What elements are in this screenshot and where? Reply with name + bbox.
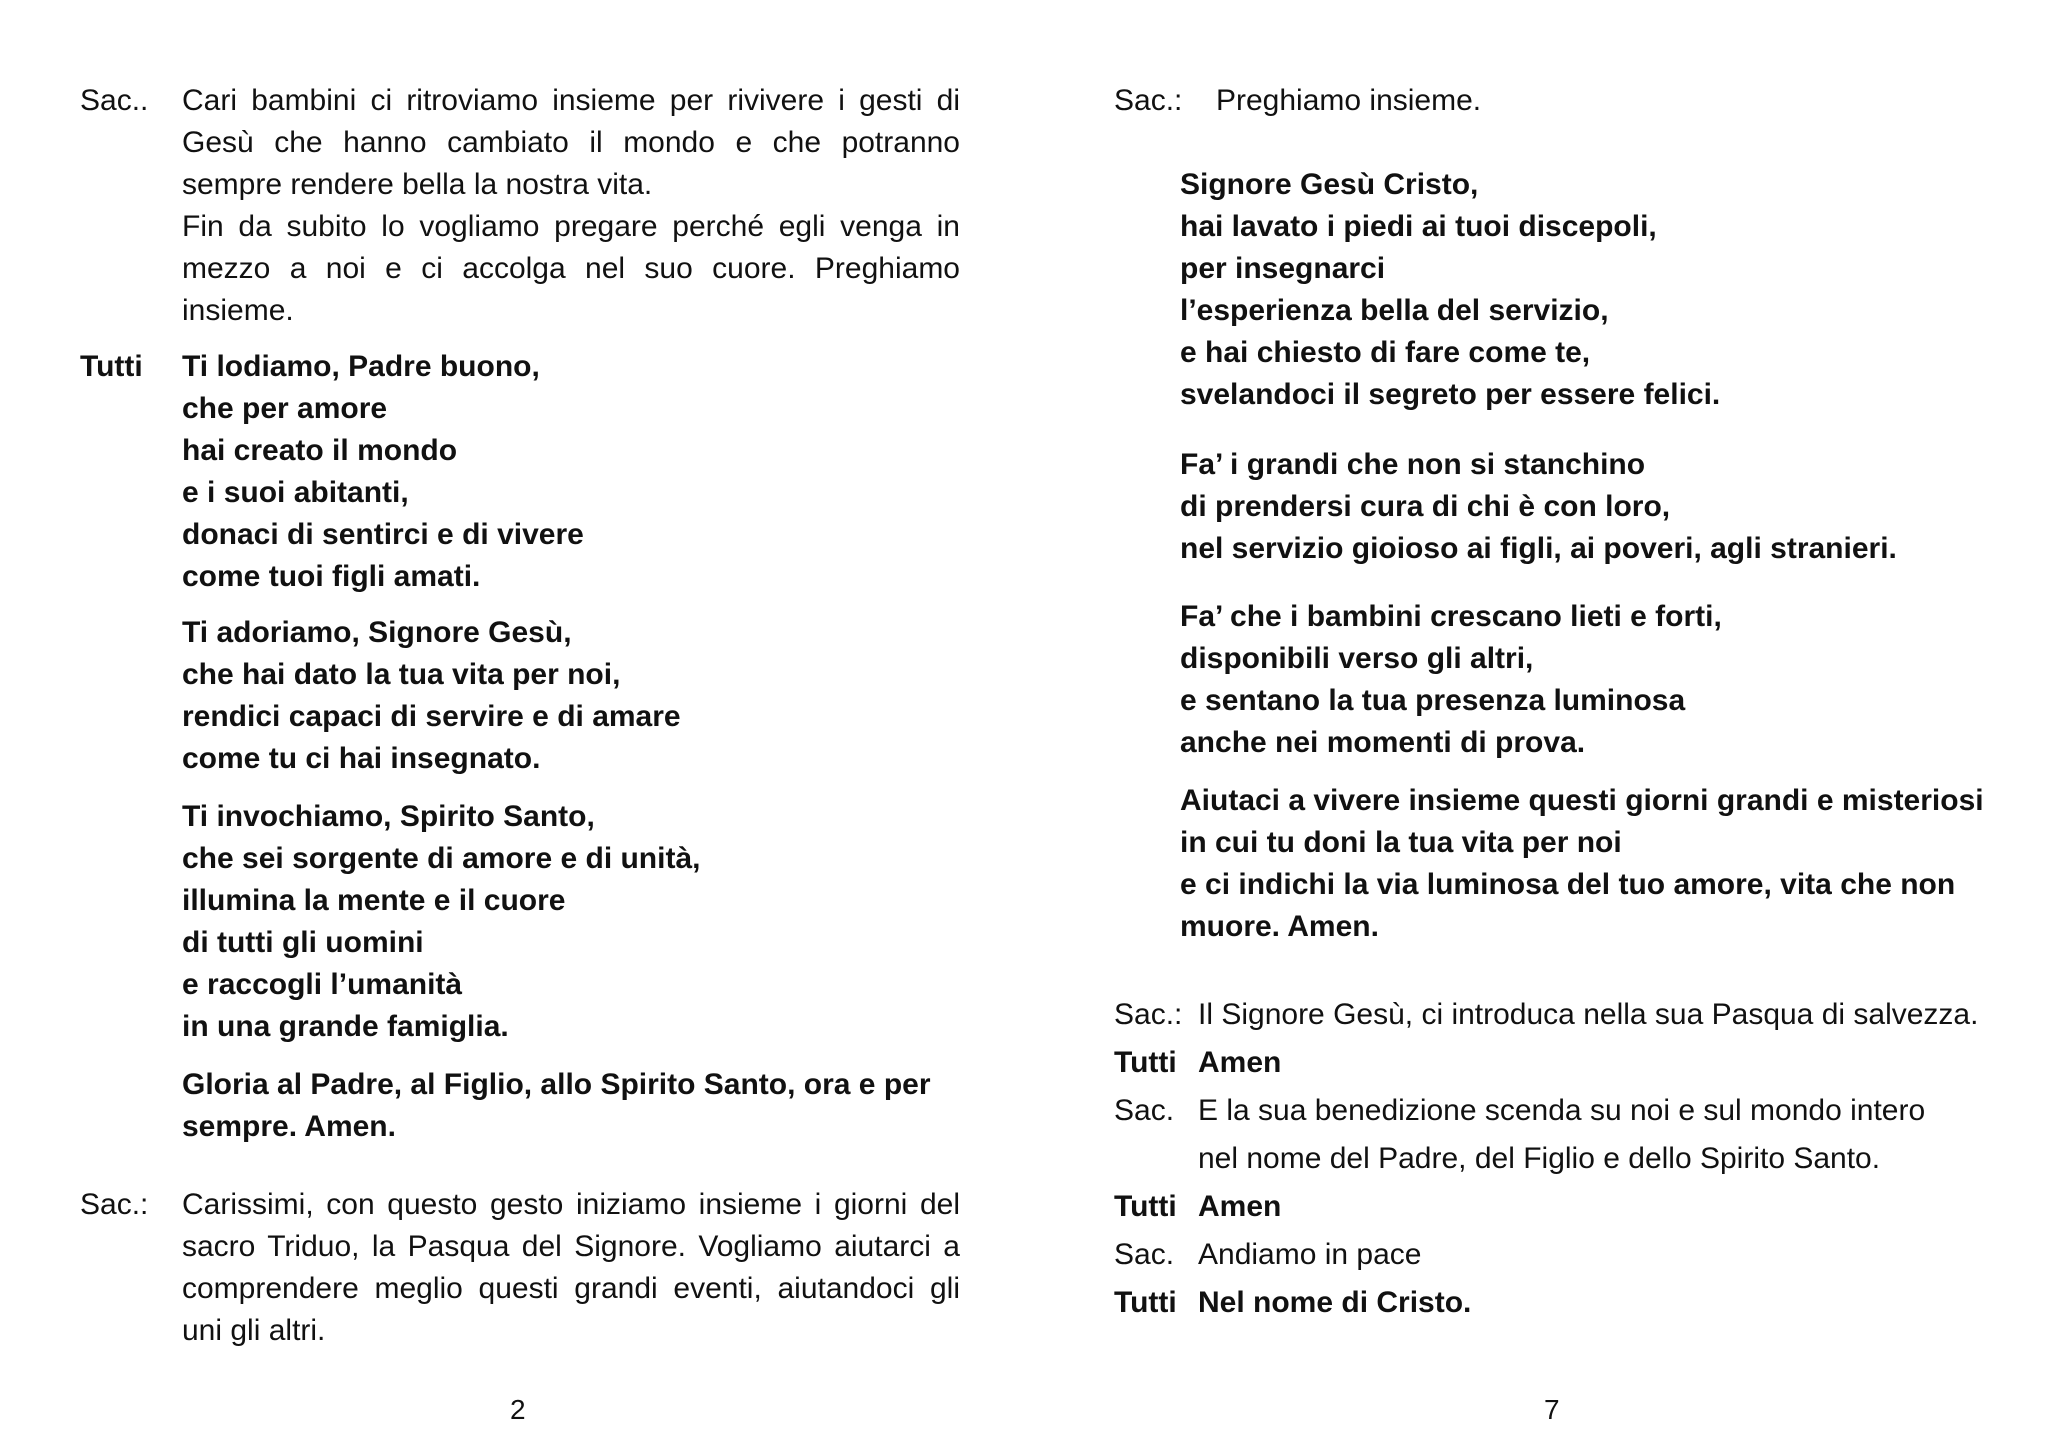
verse-line: Fa’ che i bambini crescano lieti e forti, xyxy=(1180,600,1722,633)
speaker-label: Sac. xyxy=(1114,1094,1175,1127)
verse-line: hai lavato i piedi ai tuoi discepoli, xyxy=(1180,210,1657,243)
prayer-stanza xyxy=(1180,780,2014,948)
verse-line: svelandoci il segreto per essere felici. xyxy=(1180,378,1721,411)
dialogue-text: nel nome del Padre, del Figlio e dello Spirito Santo. xyxy=(1198,1142,1881,1175)
verse-line: Ti lodiamo, Padre buono, xyxy=(182,350,540,383)
paragraph: Fin da subito lo vogliamo pregare perché egli venga in mezzo a noi e ci accolga nel suo cuore. Preghiamo insieme. xyxy=(182,210,960,327)
speaker-label: Sac. xyxy=(1114,1238,1175,1271)
verse-line: e sentano la tua presenza luminosa xyxy=(1180,684,1686,717)
dialogue-text: Amen xyxy=(1198,1046,1282,1079)
dialogue-text: Andiamo in pace xyxy=(1198,1238,1422,1271)
verse-line: di tutti gli uomini xyxy=(182,926,424,959)
verse-line: come tuoi figli amati. xyxy=(182,560,481,593)
dialogue-text: Amen xyxy=(1198,1190,1282,1223)
verse-line: che per amore xyxy=(182,392,388,425)
verse-line: l’esperienza bella del servizio, xyxy=(1180,294,1609,327)
stanza xyxy=(182,346,960,598)
speaker-label: Sac.: xyxy=(1114,998,1183,1031)
verse-line: disponibili verso gli altri, xyxy=(1180,642,1534,675)
verse-line: e ci indichi la via luminosa del tuo amore, vita che non xyxy=(1180,868,1956,901)
stanza xyxy=(182,612,960,780)
speaker-label: Sac.. xyxy=(80,84,149,117)
verse-line: di prendersi cura di chi è con loro, xyxy=(1180,490,1671,523)
verse-line: rendici capaci di servire e di amare xyxy=(182,700,681,733)
verse-line: Gloria al Padre, al Figlio, allo Spirito Santo, ora e per xyxy=(182,1068,931,1101)
page-number: 2 xyxy=(510,1394,526,1425)
stanza xyxy=(182,796,960,1048)
dialogue-text: Il Signore Gesù, ci introduca nella sua Pasqua di salvezza. xyxy=(1198,998,1979,1031)
prayer-stanza xyxy=(1180,164,2014,416)
speaker-label: Tutti xyxy=(1114,1046,1177,1079)
verse-line: illumina la mente e il cuore xyxy=(182,884,566,917)
prayer-stanza xyxy=(1180,596,2014,764)
verse-line: muore. Amen. xyxy=(1180,910,1379,943)
verse-line: hai creato il mondo xyxy=(182,434,458,467)
left-page xyxy=(80,0,960,1450)
verse-line: Ti adoriamo, Signore Gesù, xyxy=(182,616,572,649)
page-number: 7 xyxy=(1544,1394,1560,1425)
verse-line: che sei sorgente di amore e di unità, xyxy=(182,842,701,875)
verse-line: in cui tu doni la tua vita per noi xyxy=(1180,826,1622,859)
speaker-label: Sac.: xyxy=(1114,84,1183,117)
intro-text: Preghiamo insieme. xyxy=(1216,84,1482,117)
verse-line: Ti invochiamo, Spirito Santo, xyxy=(182,800,595,833)
stanza xyxy=(182,1064,960,1148)
verse-line: Fa’ i grandi che non si stanchino xyxy=(1180,448,1646,481)
verse-line: e raccogli l’umanità xyxy=(182,968,463,1001)
entry-text xyxy=(182,1184,960,1352)
verse-line: come tu ci hai insegnato. xyxy=(182,742,541,775)
verse-line: anche nei momenti di prova. xyxy=(1180,726,1586,759)
dialogue-text: E la sua benedizione scenda su noi e sul mondo intero xyxy=(1198,1094,1926,1127)
verse-line: nel servizio gioioso ai figli, ai poveri, agli stranieri. xyxy=(1180,532,1897,565)
verse-line: Aiutaci a vivere insieme questi giorni grandi e misteriosi xyxy=(1180,784,1984,817)
verse-line: e i suoi abitanti, xyxy=(182,476,409,509)
verse-line: che hai dato la tua vita per noi, xyxy=(182,658,621,691)
verse-line: e hai chiesto di fare come te, xyxy=(1180,336,1591,369)
verse-line: sempre. Amen. xyxy=(182,1110,396,1143)
paragraph: Carissimi, con questo gesto iniziamo insieme i giorni del sacro Triduo, la Pasqua del Signore. Vogliamo aiutarci a comprendere meglio questi grandi eventi, aiutandoci gli uni gli altri. xyxy=(182,1188,960,1347)
paragraph: Cari bambini ci ritroviamo insieme per rivivere i gesti di Gesù che hanno cambiato il mondo e che potranno sempre rendere bella la nostra vita. xyxy=(182,84,960,201)
speaker-label: Sac.: xyxy=(80,1188,149,1221)
speaker-label: Tutti xyxy=(1114,1190,1177,1223)
speaker-label: Tutti xyxy=(80,350,143,383)
right-page xyxy=(1114,0,2014,1450)
verse-line: Signore Gesù Cristo, xyxy=(1180,168,1479,201)
verse-line: in una grande famiglia. xyxy=(182,1010,509,1043)
entry-text xyxy=(182,80,960,332)
dialogue-text: Nel nome di Cristo. xyxy=(1198,1286,1472,1319)
speaker-label: Tutti xyxy=(1114,1286,1177,1319)
verse-line: donaci di sentirci e di vivere xyxy=(182,518,584,551)
prayer-stanza xyxy=(1180,444,2014,570)
verse-line: per insegnarci xyxy=(1180,252,1386,285)
